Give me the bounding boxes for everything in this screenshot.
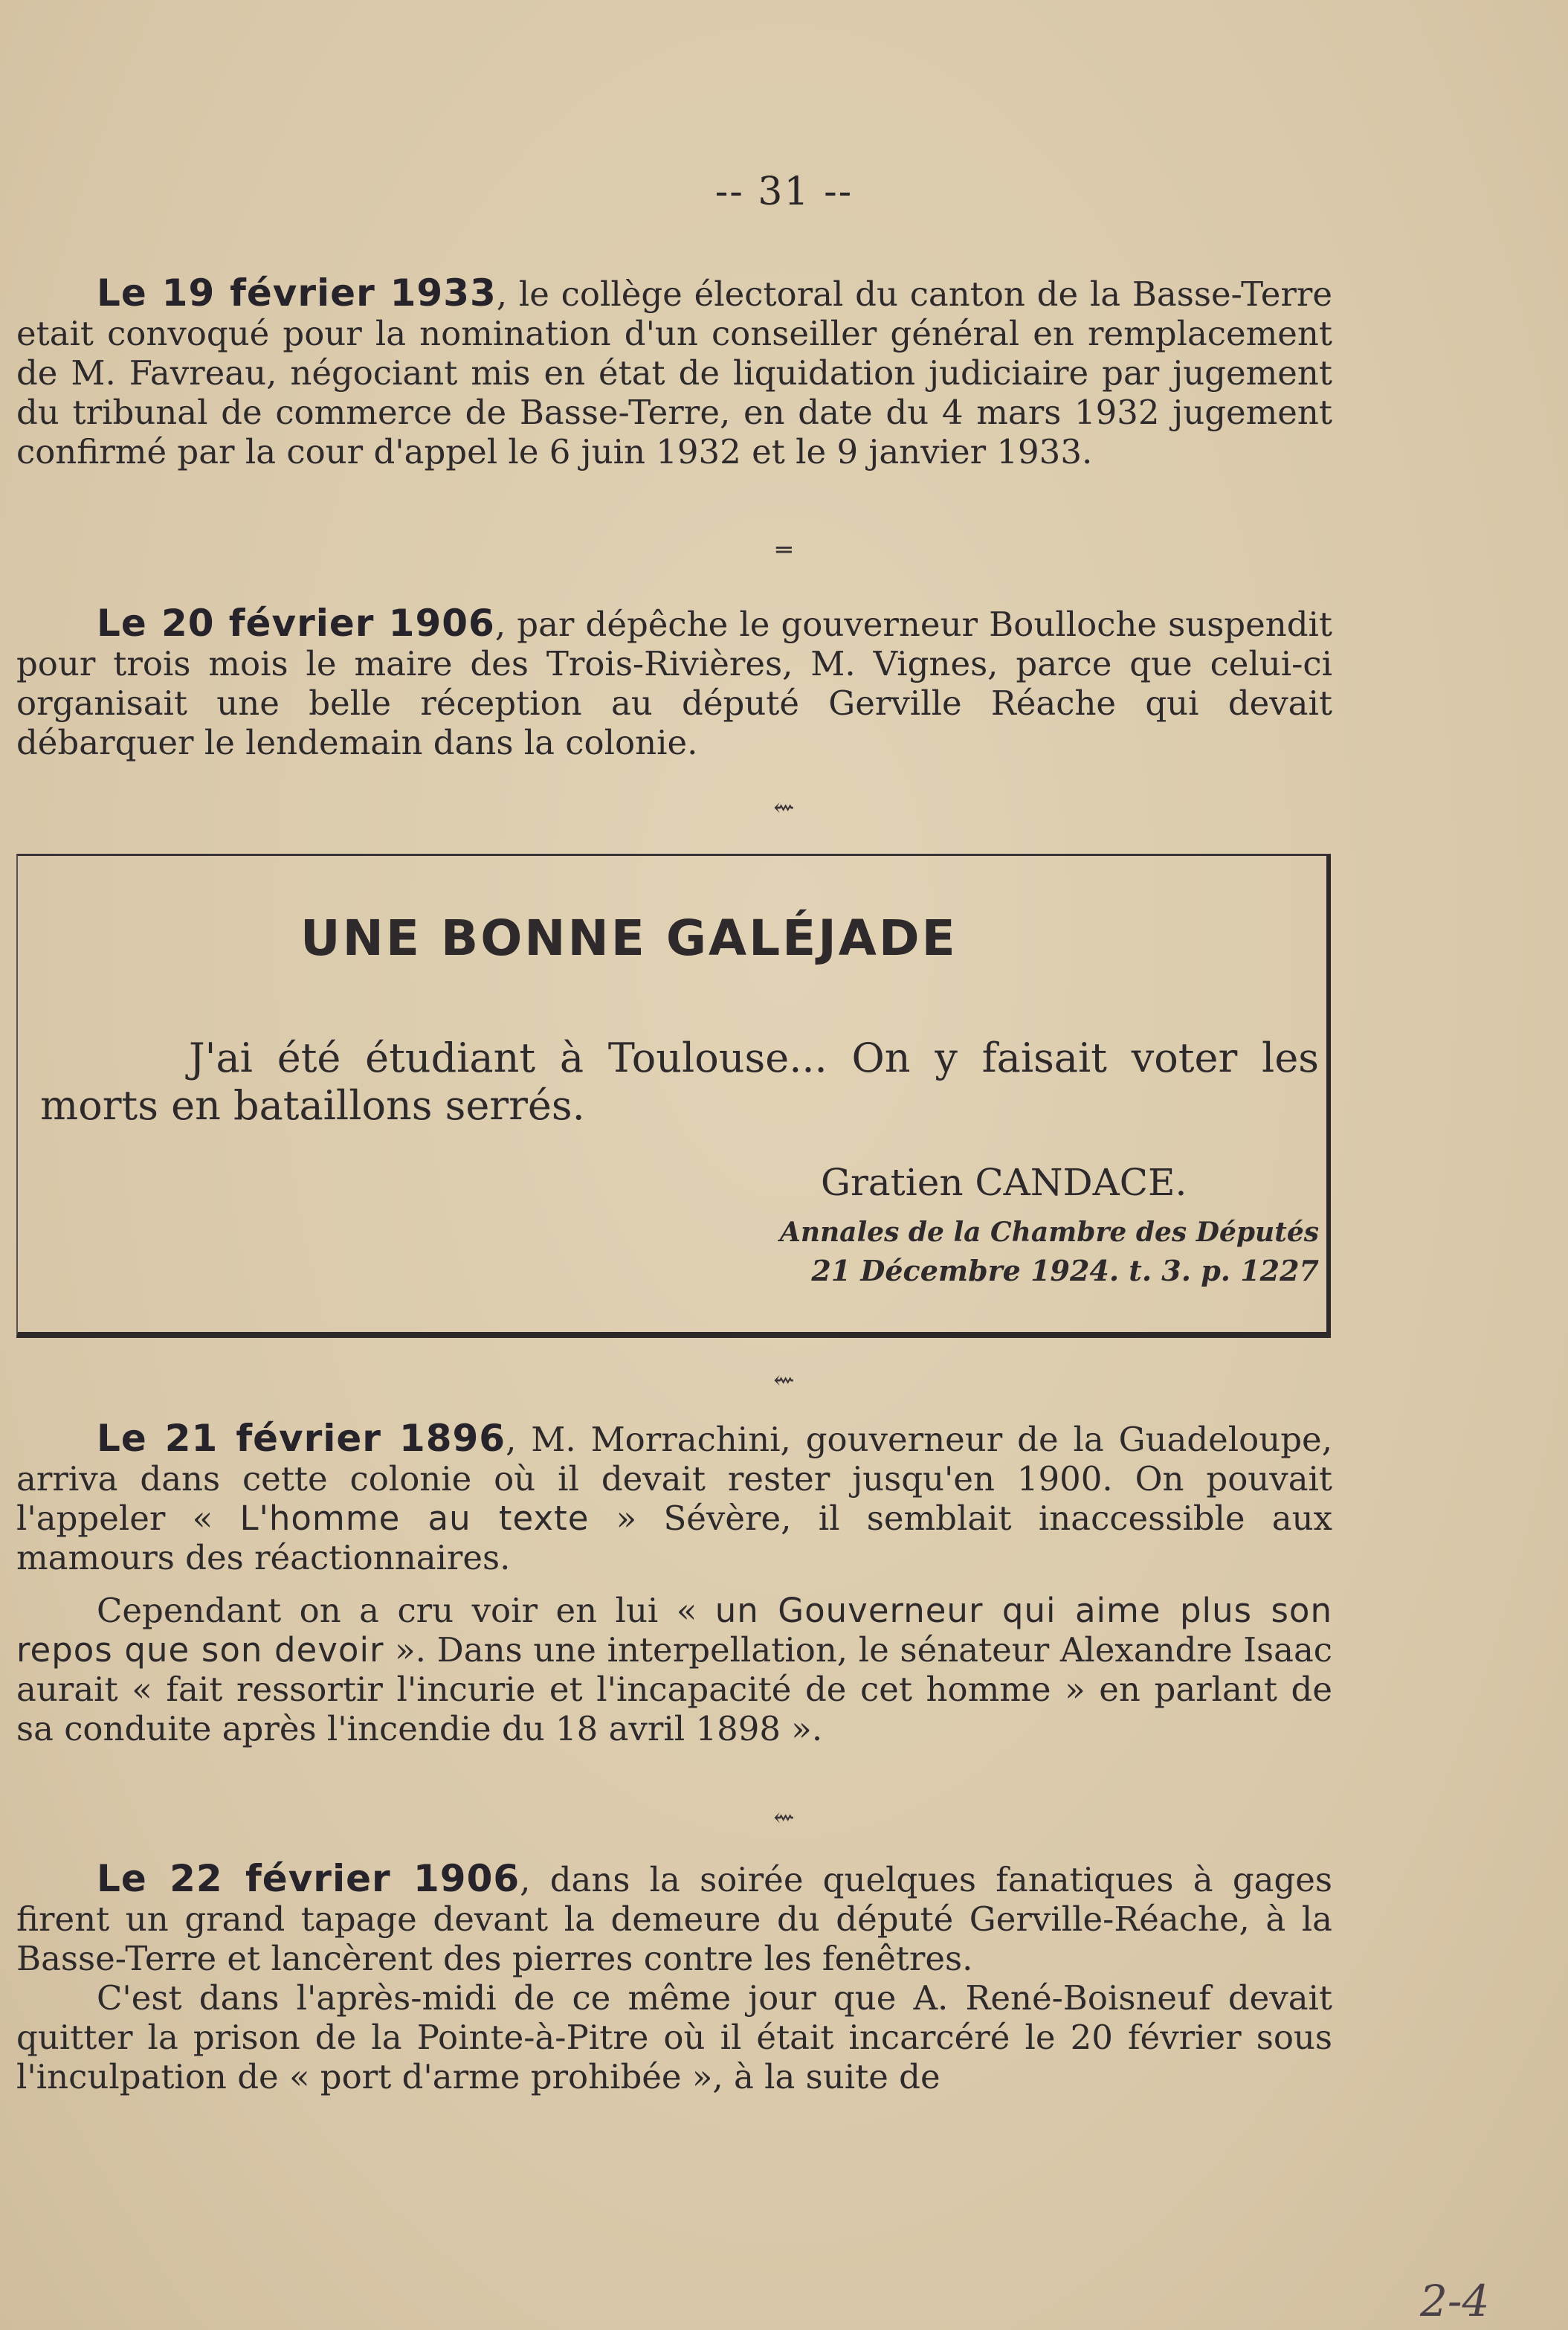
box-source-line: Annales de la Chambre des Députés: [779, 1217, 1319, 1248]
ornament-divider: ⇜: [773, 1803, 795, 1832]
entry-20-fevrier-1906: [16, 604, 1332, 762]
ornament-divider: ⇜: [773, 1365, 795, 1395]
ornament-divider: ═: [776, 535, 792, 565]
entry-text: C'est dans l'après-midi de ce même jour que A. René-Boisneuf devait quitter la prison de la Pointe-à-Pitre où il était incarcéré le 20 février sous l'inculpation de « port d'arme prohibée », à la suite de: [16, 1978, 1332, 2096]
box-title: UNE BONNE GALÉJADE: [300, 910, 958, 967]
entry-text: , M. Morrachini, gouverneur de la Guadeloupe, arriva dans cette colonie où il devait rester jusqu'en 1900. On pouvait l'appeler «: [16, 1420, 1332, 1538]
box-source-line: 21 Décembre 1924. t. 3. p. 1227: [811, 1254, 1319, 1287]
entry-text: , dans la soirée quelques fanatiques à gages firent un grand tapage devant la demeure du député Gerville-Réache, à la Basse-Terre et lancèrent des pierres contre les fenêtres.: [16, 1860, 1332, 1978]
entry-text: ». Dans une interpellation, le sénateur Alexandre Isaac aurait « fait ressortir l'incurie et l'incapacité de cet homme » en parlant de sa conduite après l'incendie du 18 avril 1898 ».: [16, 1630, 1332, 1748]
entry-text: , le collège électoral du canton de la Basse-Terre etait convoqué pour la nomination d'un conseiller général en remplacement de M. Favreau, négociant mis en état de liquidation judiciaire par jugement du tribunal de commerce de Basse-Terre, en date du 4 mars 1932 jugement confirmé par la cour d'appel le 6 juin 1932 et le 9 janvier 1933.: [16, 274, 1332, 472]
entry-quote: un Gouverneur qui aime plus son repos que son devoir: [16, 1591, 1332, 1670]
page-number: -- 31 --: [714, 170, 854, 214]
box-source: [702, 1213, 1319, 1290]
box-quote: J'ai été étudiant à Toulouse... On y faisait voter les morts en bataillons serrés.: [40, 1034, 1319, 1129]
quote-box: [16, 854, 1331, 1338]
handwritten-annotation: 2-4: [1420, 2276, 1490, 2326]
entry-date: Le 20 février 1906: [97, 602, 495, 645]
entry-quote: L'homme au texte: [239, 1499, 590, 1538]
box-author: Gratien CANDACE.: [821, 1161, 1187, 1204]
entry-text: » Sévère, il semblait inaccessible aux mamours des réactionnaires.: [16, 1499, 1333, 1577]
entry-22-fevrier-1906: [16, 1859, 1332, 2096]
entry-date: Le 19 février 1933: [97, 271, 497, 315]
ornament-divider: ⇜: [773, 793, 795, 823]
entry-19-fevrier-1933: [16, 271, 1332, 472]
entry-date: Le 22 février 1906: [97, 1857, 520, 1900]
entry-date: Le 21 février 1896: [97, 1417, 506, 1460]
entry-text: Cependant on a cru voir en lui «: [97, 1591, 715, 1630]
entry-text: , par dépêche le gouverneur Boulloche suspendit pour trois mois le maire des Trois-Rivières, M. Vignes, parce que celui-ci organisait une belle réception au député Gerville Réache qui devait débarquer le lendemain dans la colonie.: [16, 605, 1332, 762]
entry-21-fevrier-1896: [16, 1419, 1332, 1748]
